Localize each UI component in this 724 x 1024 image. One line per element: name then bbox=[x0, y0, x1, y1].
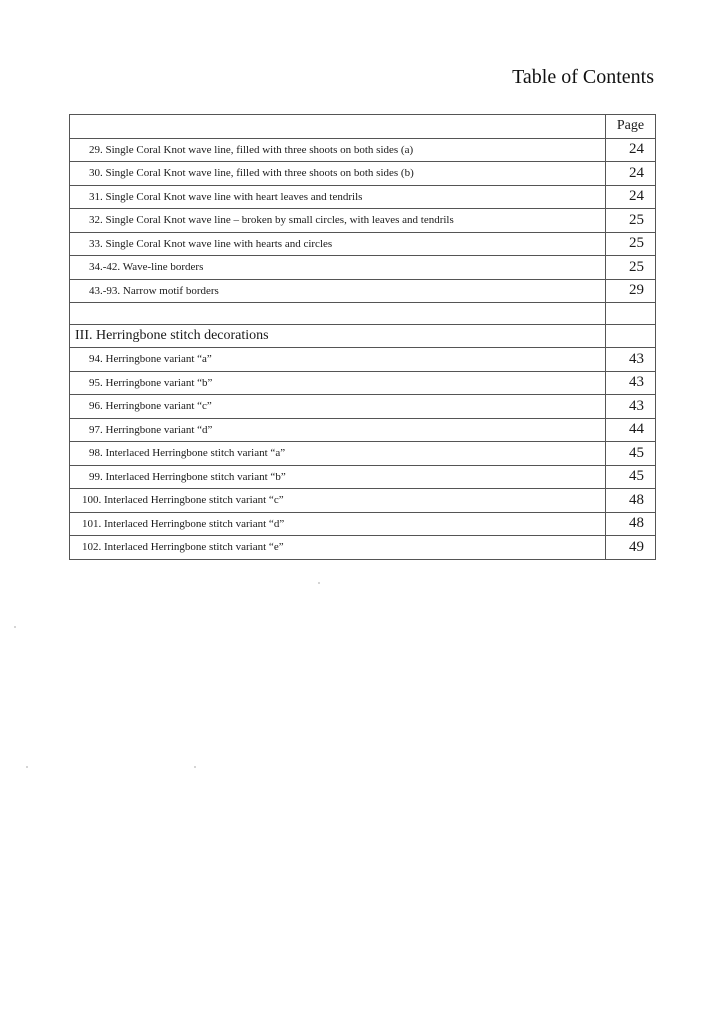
toc-entry-label: 29. Single Coral Knot wave line, filled with three shoots on both sides (a) bbox=[70, 138, 606, 162]
page-title: Table of Contents bbox=[512, 66, 654, 88]
blank-cell bbox=[606, 303, 656, 325]
toc-entry-page: 48 bbox=[606, 512, 656, 536]
toc-entry-label: 97. Herringbone variant “d” bbox=[70, 418, 606, 442]
toc-row bbox=[70, 162, 656, 186]
toc-entry-page: 25 bbox=[606, 232, 656, 256]
toc-entry-page: 24 bbox=[606, 138, 656, 162]
toc-entry-label: 98. Interlaced Herringbone stitch variant “a” bbox=[70, 442, 606, 466]
toc-entry-label: 34.-42. Wave-line borders bbox=[70, 256, 606, 280]
toc-entry-page: 44 bbox=[606, 418, 656, 442]
blank-cell bbox=[70, 303, 606, 325]
scan-speck bbox=[14, 626, 16, 628]
toc-entry-page: 43 bbox=[606, 371, 656, 395]
toc-row bbox=[70, 138, 656, 162]
toc-entry-page: 43 bbox=[606, 348, 656, 372]
toc-row bbox=[70, 395, 656, 419]
toc-row bbox=[70, 185, 656, 209]
toc-row bbox=[70, 371, 656, 395]
toc-row bbox=[70, 279, 656, 303]
scan-speck bbox=[26, 766, 28, 768]
toc-entry-label: 32. Single Coral Knot wave line – broken by small circles, with leaves and tendrils bbox=[70, 209, 606, 233]
toc-entry-label: 95. Herringbone variant “b” bbox=[70, 371, 606, 395]
toc-entry-label: 100. Interlaced Herringbone stitch variant “c” bbox=[70, 489, 606, 513]
toc-entry-page: 25 bbox=[606, 256, 656, 280]
scan-speck bbox=[318, 582, 320, 584]
toc-entry-page: 43 bbox=[606, 395, 656, 419]
section-heading-row bbox=[70, 325, 656, 348]
toc-row bbox=[70, 489, 656, 513]
toc-entry-label: 30. Single Coral Knot wave line, filled with three shoots on both sides (b) bbox=[70, 162, 606, 186]
toc-entry-page: 24 bbox=[606, 185, 656, 209]
toc-entry-page: 45 bbox=[606, 442, 656, 466]
toc-row bbox=[70, 418, 656, 442]
toc-entry-label: 33. Single Coral Knot wave line with hearts and circles bbox=[70, 232, 606, 256]
toc-entry-page: 45 bbox=[606, 465, 656, 489]
toc-entry-label: 99. Interlaced Herringbone stitch variant “b” bbox=[70, 465, 606, 489]
toc-row bbox=[70, 348, 656, 372]
toc-entry-label: 101. Interlaced Herringbone stitch variant “d” bbox=[70, 512, 606, 536]
toc-entry-page: 29 bbox=[606, 279, 656, 303]
toc-header-entry-cell bbox=[70, 115, 606, 139]
toc-entry-page: 49 bbox=[606, 536, 656, 560]
toc-entry-label: 43.-93. Narrow motif borders bbox=[70, 279, 606, 303]
toc-row bbox=[70, 442, 656, 466]
toc-entry-label: 96. Herringbone variant “c” bbox=[70, 395, 606, 419]
scan-speck bbox=[194, 766, 196, 768]
toc-table bbox=[69, 114, 656, 560]
page-column-header: Page bbox=[606, 115, 656, 139]
toc-row bbox=[70, 512, 656, 536]
toc-row bbox=[70, 536, 656, 560]
toc-row bbox=[70, 256, 656, 280]
toc-entry-label: 31. Single Coral Knot wave line with heart leaves and tendrils bbox=[70, 185, 606, 209]
blank-row bbox=[70, 303, 656, 325]
toc-entry-page: 25 bbox=[606, 209, 656, 233]
toc-entry-page: 24 bbox=[606, 162, 656, 186]
toc-row bbox=[70, 209, 656, 233]
toc-row bbox=[70, 465, 656, 489]
toc-header-row bbox=[70, 115, 656, 139]
toc-entry-page: 48 bbox=[606, 489, 656, 513]
toc-entry-label: 94. Herringbone variant “a” bbox=[70, 348, 606, 372]
section-heading: III. Herringbone stitch decorations bbox=[70, 325, 606, 348]
toc-entry-label: 102. Interlaced Herringbone stitch variant “e” bbox=[70, 536, 606, 560]
toc-row bbox=[70, 232, 656, 256]
section-heading-page-cell bbox=[606, 325, 656, 348]
